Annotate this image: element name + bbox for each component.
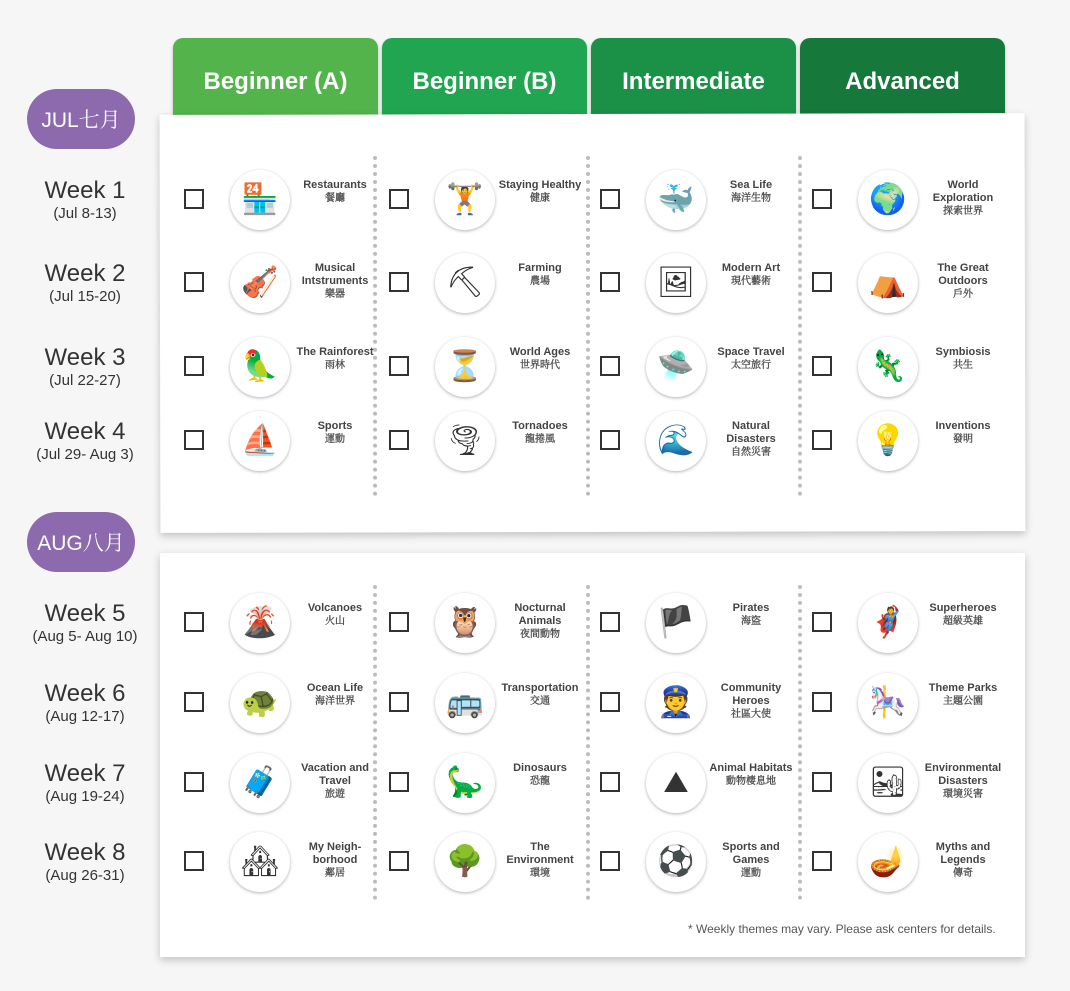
week-number: Week 8 [44,839,126,866]
theme-checkbox[interactable] [389,692,409,712]
theme-checkbox[interactable] [184,189,204,209]
theme-name-en: Symbiosis [935,346,991,358]
theme-name-zh: 世界時代 [520,360,560,371]
chameleon-leaf-icon: 🦎 [858,337,918,397]
theme-name-en: Inventions [935,420,991,432]
theme-name-en: Farming [518,262,562,274]
week-dates: (Jul 15-20) [49,288,121,305]
dumbbell-apple-icon: 🏋 [435,170,495,230]
theme-cell [812,165,1012,235]
theme-name-zh: 交通 [530,696,550,707]
cracked-earth-icon: 🏜 [858,753,918,813]
theme-cell [600,332,800,402]
week-number: Week 4 [44,418,126,445]
theme-checkbox[interactable] [600,851,620,871]
theme-name-en: Environmental Disasters [924,762,1002,787]
theme-name-zh: 自然災害 [731,447,771,458]
suitcase-plane-icon: 🧳 [230,753,290,813]
theme-label [708,682,794,721]
theme-checkbox[interactable] [600,772,620,792]
theme-name-zh: 龍捲風 [525,434,555,445]
theme-cell [812,748,1012,818]
week-dates: (Aug 19-24) [45,788,125,805]
week-number: Week 5 [44,600,126,627]
theme-name-zh: 海洋世界 [315,696,355,707]
theme-cell [184,165,384,235]
theme-name-zh: 環境 [530,868,550,879]
theme-label [497,682,583,708]
week-label [0,680,170,725]
theme-name-zh: 發明 [953,434,973,445]
level-tab-beginner-a: Beginner (A) [173,38,378,118]
theme-label [497,179,583,205]
theme-cell [389,165,589,235]
theme-checkbox[interactable] [812,272,832,292]
toucan-icon: 🦜 [230,337,290,397]
theme-name-en: Myths and Legends [935,841,991,866]
hourglass-globe-icon: ⏳ [435,337,495,397]
theme-label [708,420,794,459]
theme-label [920,682,1006,708]
theme-cell [389,668,589,738]
theme-cell [812,588,1012,658]
theme-checkbox[interactable] [600,189,620,209]
theme-label [497,602,583,641]
theme-name-zh: 海盜 [741,616,761,627]
theme-name-en: Pirates [732,602,770,614]
week-label [0,760,170,805]
theme-cell [184,668,384,738]
theme-checkbox[interactable] [600,612,620,632]
week-number: Week 2 [44,260,126,287]
footnote: * Weekly themes may vary. Please ask centers for details. [688,922,996,936]
theme-label [497,420,583,446]
theme-label [920,762,1006,801]
theme-checkbox[interactable] [600,430,620,450]
theme-name-zh: 旅遊 [325,789,345,800]
pirate-ship-icon: 🏴 [646,593,706,653]
theme-name-en: Sports [317,420,353,432]
theme-checkbox[interactable] [184,851,204,871]
theme-name-en: Superheroes [929,602,997,614]
theme-name-en: Nocturnal Animals [514,602,566,627]
theme-cell [600,827,800,897]
theme-label [708,179,794,205]
theme-checkbox[interactable] [389,430,409,450]
shovel-rake-icon: ⛏ [435,253,495,313]
tree-icon: 🌳 [435,832,495,892]
week-label [0,260,170,305]
theme-label [920,602,1006,628]
theme-checkbox[interactable] [389,356,409,376]
theme-name-en: Community Heroes [720,682,782,707]
theme-name-zh: 鄰居 [325,868,345,879]
theme-checkbox[interactable] [812,612,832,632]
week-label [0,418,170,463]
theme-label [292,682,378,708]
theme-cell [389,748,589,818]
theme-name-zh: 超級英雄 [943,616,983,627]
theme-name-zh: 恐龍 [530,776,550,787]
theme-checkbox[interactable] [184,272,204,292]
windsurf-icon: ⛵ [230,411,290,471]
theme-label [292,346,378,372]
theme-label [497,346,583,372]
theme-name-en: Musical Intstruments [301,262,369,287]
week-dates: (Jul 8-13) [53,205,117,222]
bus-car-icon: 🚌 [435,673,495,733]
theme-name-zh: 動物棲息地 [726,776,776,787]
theme-label [920,841,1006,880]
globe-icon: 🌍 [858,170,918,230]
week-dates: (Jul 22-27) [49,372,121,389]
theme-name-zh: 運動 [325,434,345,445]
theme-name-zh: 雨林 [325,360,345,371]
theme-name-en: Modern Art [721,262,781,274]
theme-name-en: Animal Habitats [709,762,793,774]
week-dates: (Jul 29- Aug 3) [36,446,134,463]
level-tab-beginner-b: Beginner (B) [382,38,587,118]
theme-name-zh: 農場 [530,276,550,287]
theme-name-en: Staying Healthy [498,179,582,191]
theme-label [920,262,1006,301]
theme-label [292,602,378,628]
theme-label [292,262,378,301]
theme-name-en: Vacation and Travel [301,762,369,787]
theme-cell [812,332,1012,402]
theme-cell [184,248,384,318]
balls-icon: ⚽ [646,832,706,892]
volcano-icon: 🌋 [230,593,290,653]
theme-name-en: Volcanoes [307,602,363,614]
theme-name-en: Ocean Life [306,682,364,694]
theme-checkbox[interactable] [812,772,832,792]
theme-cell [389,827,589,897]
theme-checkbox[interactable] [600,692,620,712]
theme-label [708,346,794,372]
theme-name-en: Transportation [501,682,579,694]
theme-label [497,841,583,880]
theme-checkbox[interactable] [389,772,409,792]
theme-cell [600,588,800,658]
theme-name-zh: 夜間動物 [520,629,560,640]
theme-cell [184,588,384,658]
level-tab-intermediate: Intermediate [591,38,796,118]
theme-name-en: Sea Life [729,179,773,191]
theme-name-zh: 餐廳 [325,193,345,204]
theme-name-zh: 樂器 [325,289,345,300]
paintings-icon: 🖼 [646,253,706,313]
month-pill-august: AUG八月 [27,512,135,572]
theme-label [292,179,378,205]
theme-label [708,262,794,288]
theme-cell [812,406,1012,476]
lightbulb-flask-icon: 💡 [858,411,918,471]
firefighter-police-icon: 👮 [646,673,706,733]
theme-name-en: Theme Parks [928,682,998,694]
theme-cell [812,827,1012,897]
theme-cell [600,406,800,476]
theme-name-en: Natural Disasters [726,420,776,445]
theme-name-zh: 社區大使 [731,709,771,720]
houses-icon: 🏘 [230,832,290,892]
theme-checkbox[interactable] [389,851,409,871]
theme-label [708,762,794,788]
theme-label [708,841,794,880]
month-pill-july: JUL七月 [27,89,135,149]
theme-cell [184,406,384,476]
theme-name-zh: 太空旅行 [731,360,771,371]
theme-name-en: World Ages [509,346,571,358]
whale-icon: 🐳 [646,170,706,230]
theme-cell [184,332,384,402]
theme-label [920,346,1006,372]
week-number: Week 7 [44,760,126,787]
theme-checkbox[interactable] [812,851,832,871]
theme-name-zh: 探索世界 [943,206,983,217]
theme-name-zh: 健康 [530,193,550,204]
restaurant-icon: 🏪 [230,170,290,230]
theme-name-zh: 共生 [953,360,973,371]
week-label [0,600,170,645]
magic-lamp-icon: 🪔 [858,832,918,892]
theme-checkbox[interactable] [600,272,620,292]
theme-checkbox[interactable] [184,692,204,712]
theme-name-en: Restaurants [303,179,367,191]
habitat-icon: ⛰ [646,753,706,813]
theme-cell [389,332,589,402]
theme-name-en: Space Travel [717,346,785,358]
theme-name-en: Tornadoes [512,420,568,432]
theme-cell [812,248,1012,318]
theme-cell [184,827,384,897]
theme-cell [389,248,589,318]
theme-name-en: Dinosaurs [513,762,567,774]
week-label [0,177,170,222]
theme-name-en: World Exploration [932,179,994,204]
turtle-icon: 🐢 [230,673,290,733]
week-number: Week 6 [44,680,126,707]
week-dates: (Aug 26-31) [45,867,125,884]
theme-label [497,262,583,288]
theme-name-en: Sports and Games [722,841,780,866]
tent-icon: ⛺ [858,253,918,313]
tornado-icon: 🌪 [435,411,495,471]
dinosaur-icon: 🦕 [435,753,495,813]
theme-checkbox[interactable] [184,612,204,632]
theme-name-zh: 環境災害 [943,789,983,800]
theme-name-en: The Environment [506,841,574,866]
week-dates: (Aug 5- Aug 10) [32,628,138,645]
theme-cell [600,165,800,235]
theme-label [292,420,378,446]
piano-violin-icon: 🎻 [230,253,290,313]
theme-checkbox[interactable] [389,612,409,632]
theme-checkbox[interactable] [184,430,204,450]
theme-name-en: The Great Outdoors [937,262,989,287]
level-tab-advanced: Advanced [800,38,1005,118]
week-number: Week 1 [44,177,126,204]
theme-cell [600,248,800,318]
theme-name-zh: 主題公園 [943,696,983,707]
theme-name-zh: 海洋生物 [731,193,771,204]
theme-cell [389,588,589,658]
theme-cell [812,668,1012,738]
theme-cell [600,748,800,818]
theme-checkbox[interactable] [184,772,204,792]
theme-checkbox[interactable] [389,272,409,292]
theme-label [292,762,378,801]
superhero-icon: 🦸 [858,593,918,653]
theme-checkbox[interactable] [812,189,832,209]
theme-name-en: My Neigh- borhood [308,841,362,866]
bat-owl-icon: 🦉 [435,593,495,653]
theme-checkbox[interactable] [389,189,409,209]
theme-checkbox[interactable] [600,356,620,376]
theme-label [497,762,583,788]
theme-checkbox[interactable] [812,692,832,712]
ufo-icon: 🛸 [646,337,706,397]
theme-name-zh: 戶外 [953,289,973,300]
theme-checkbox[interactable] [812,430,832,450]
theme-checkbox[interactable] [812,356,832,376]
theme-name-zh: 運動 [741,868,761,879]
theme-name-zh: 現代藝術 [731,276,771,287]
week-label [0,839,170,884]
theme-label [920,179,1006,218]
week-label [0,344,170,389]
theme-cell [389,406,589,476]
theme-name-zh: 傳奇 [953,868,973,879]
theme-cell [184,748,384,818]
theme-cell [600,668,800,738]
theme-name-zh: 火山 [325,616,345,627]
theme-name-en: The Rainforest [296,346,374,358]
week-dates: (Aug 12-17) [45,708,125,725]
carousel-icon: 🎠 [858,673,918,733]
theme-checkbox[interactable] [184,356,204,376]
tsunami-icon: 🌊 [646,411,706,471]
theme-label [920,420,1006,446]
theme-label [708,602,794,628]
week-number: Week 3 [44,344,126,371]
theme-label [292,841,378,880]
